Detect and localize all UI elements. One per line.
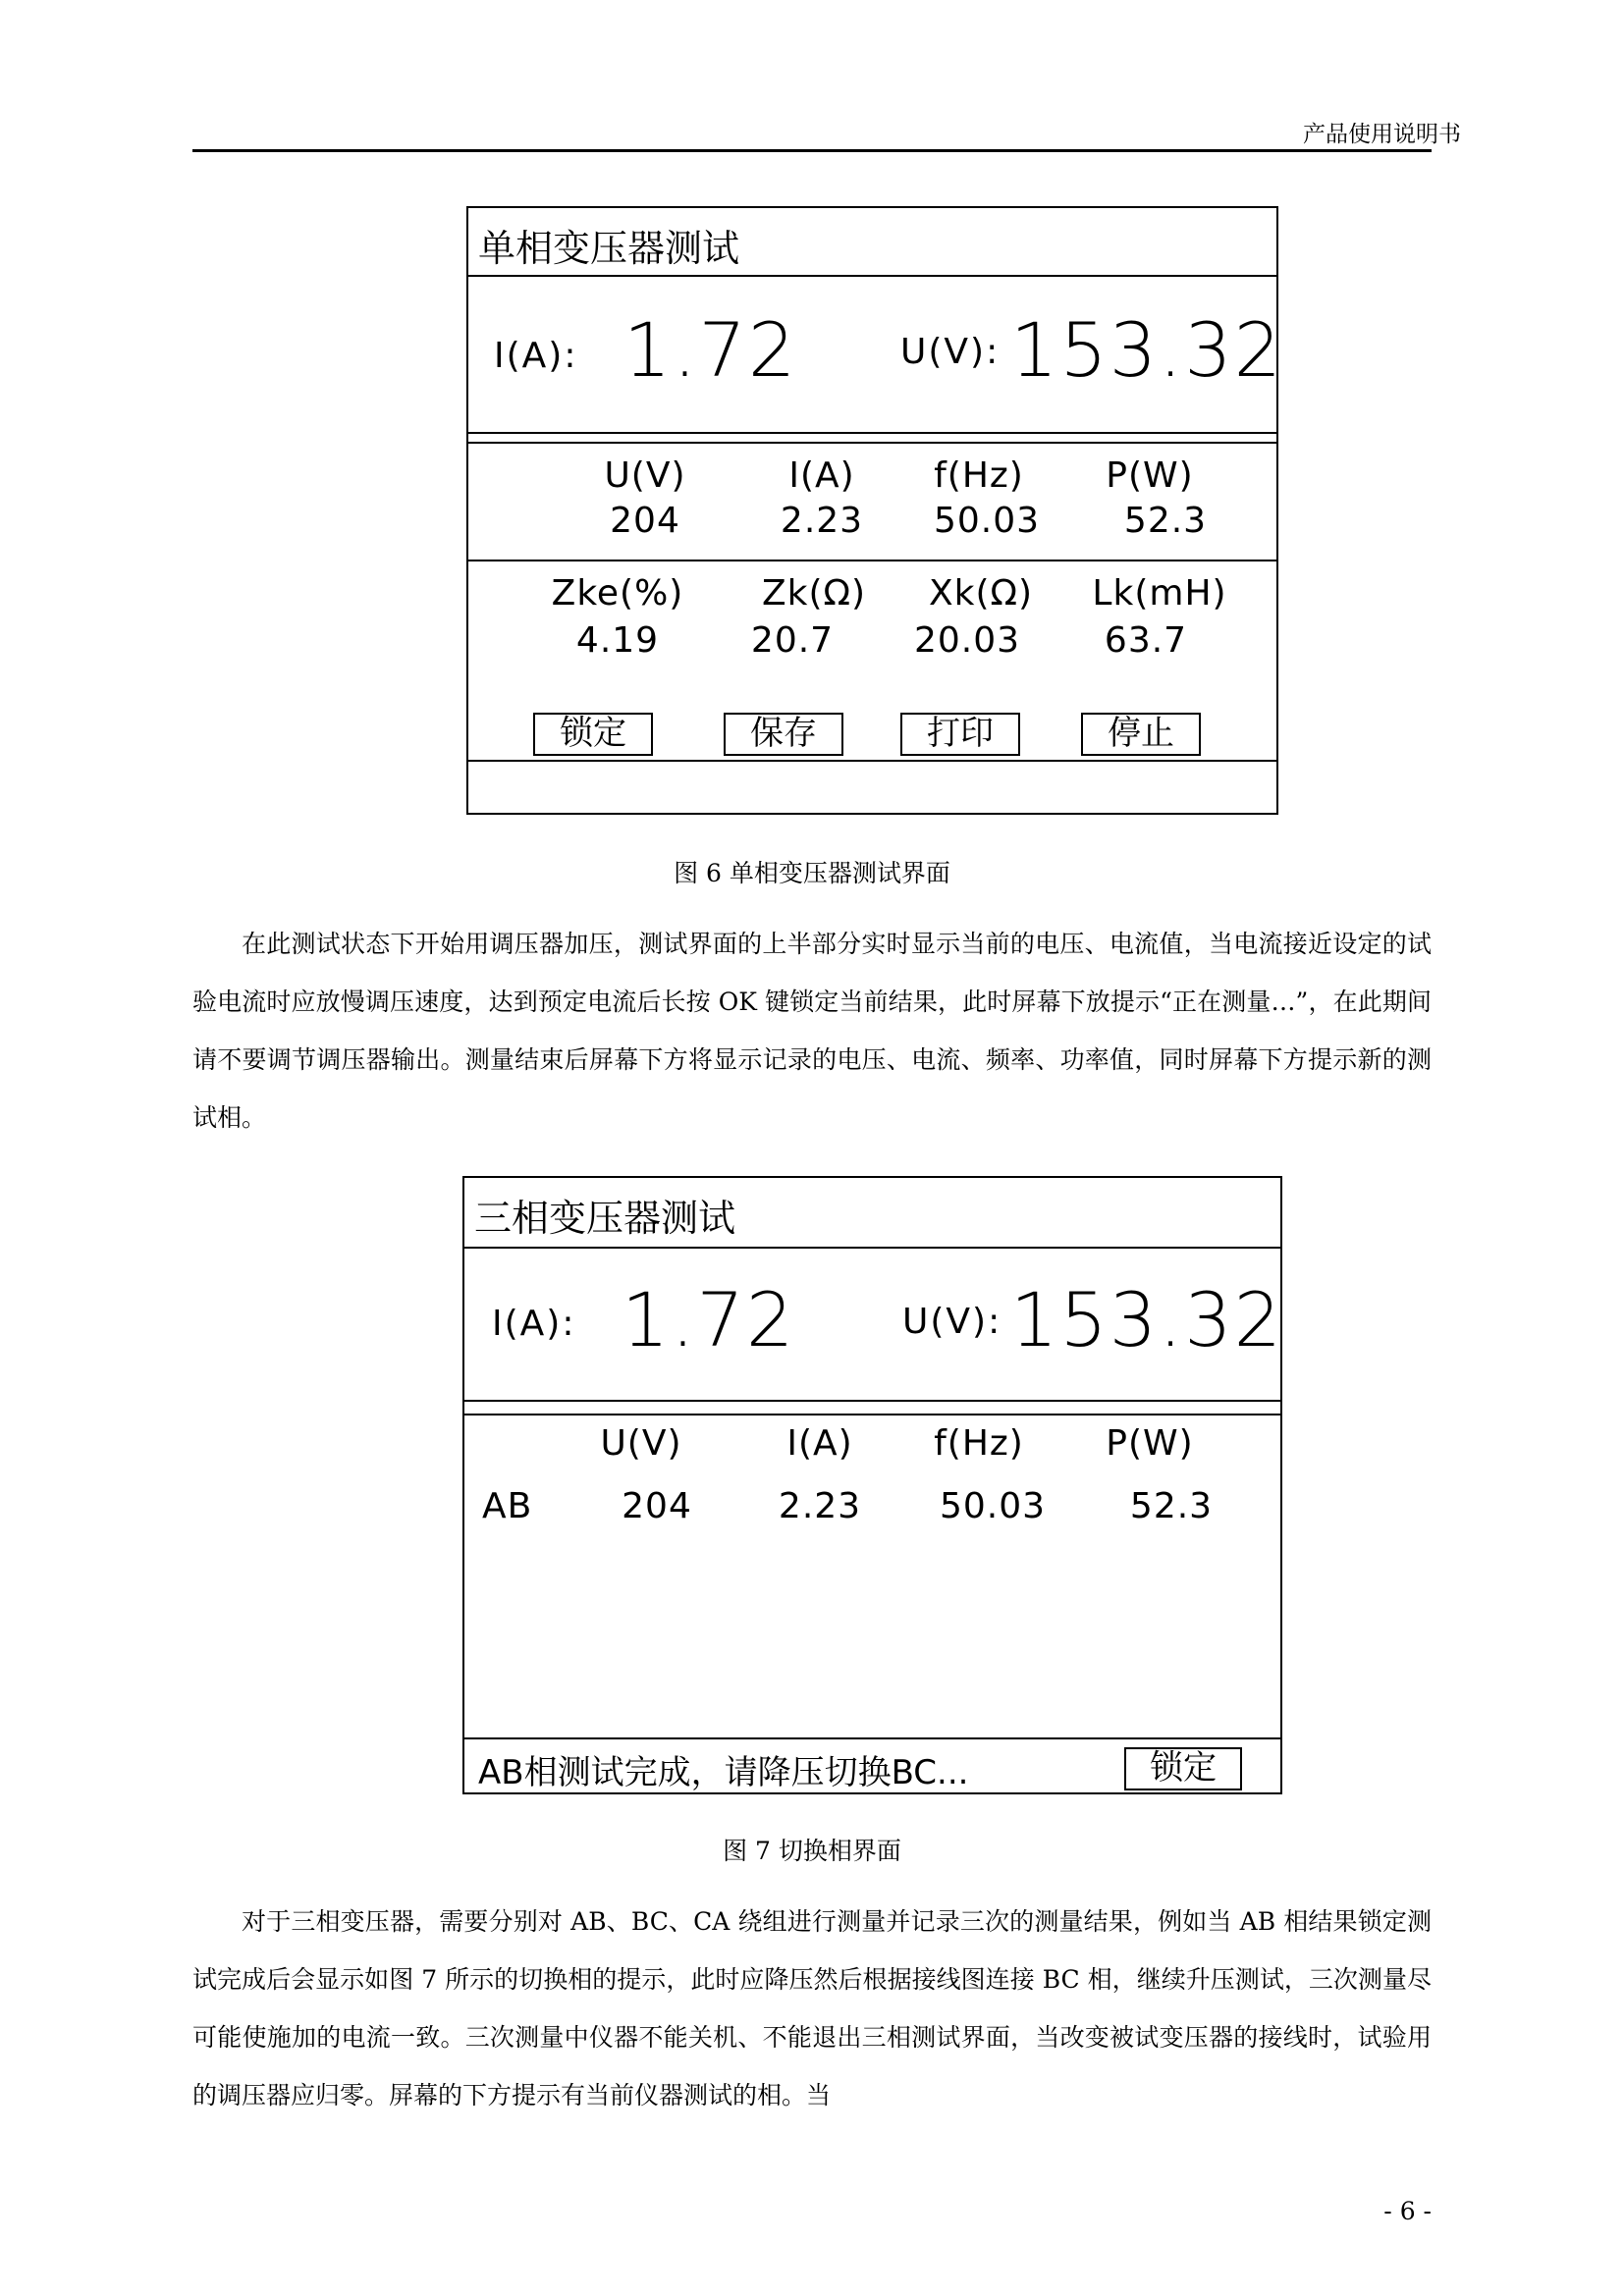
document-header-title: 产品使用说明书 bbox=[1303, 122, 1461, 147]
page-number: - 6 - bbox=[1383, 2197, 1432, 2225]
paragraph-2: 对于三相变压器，需要分别对 AB、BC、CA 绕组进行测量并记录三次的测量结果，例如当 AB 相结果锁定测试完成后会显示如图 7 所示的切换相的提示，此时应降压然后根据接线图连接 BC 相，继续升压测试，三次测量尽可能使施加的电流一致。三次测量中仪器不能关机、不能退出三相测试界面，当改变被试变压器的接线时，试验用的调压器应归零。屏幕的下方提示有当前仪器测试的相。当 bbox=[192, 1907, 1432, 2109]
screen-title: 三相变压器测试 bbox=[474, 1197, 736, 1240]
value-frequency: 50.03 bbox=[933, 501, 1041, 541]
lock-button[interactable]: 锁定 bbox=[1124, 1747, 1242, 1790]
value-zke: 4.19 bbox=[575, 620, 660, 661]
divider bbox=[468, 560, 1276, 561]
current-value: 1.72 bbox=[622, 1276, 796, 1363]
value-frequency: 50.03 bbox=[939, 1486, 1047, 1526]
divider bbox=[464, 1400, 1280, 1402]
divider bbox=[468, 442, 1276, 444]
value-lk: 63.7 bbox=[1104, 620, 1188, 661]
divider bbox=[464, 1737, 1280, 1739]
figure6-caption: 图 6 单相变压器测试界面 bbox=[674, 859, 950, 887]
col-header-power: P(W) bbox=[1106, 1423, 1194, 1464]
col-header-zk: Zk(Ω) bbox=[761, 573, 867, 614]
value-power: 52.3 bbox=[1129, 1486, 1214, 1526]
col-header-xk: Xk(Ω) bbox=[928, 573, 1034, 614]
phase-label: AB bbox=[482, 1486, 533, 1526]
divider bbox=[468, 760, 1276, 762]
status-message: AB相测试完成，请降压切换BC... bbox=[478, 1753, 969, 1792]
divider bbox=[464, 1247, 1280, 1249]
current-value: 1.72 bbox=[623, 306, 798, 394]
voltage-label: U(V): bbox=[902, 1302, 1002, 1342]
divider bbox=[464, 1414, 1280, 1415]
col-header-lk: Lk(mH) bbox=[1092, 573, 1227, 614]
col-header-frequency: f(Hz) bbox=[934, 455, 1024, 496]
col-header-voltage: U(V) bbox=[600, 1423, 682, 1464]
lock-button[interactable]: 锁定 bbox=[533, 713, 653, 756]
figure7-caption: 图 7 切换相界面 bbox=[723, 1837, 901, 1865]
value-zk: 20.7 bbox=[750, 620, 835, 661]
three-phase-test-screen bbox=[462, 1176, 1282, 1794]
stop-button[interactable]: 停止 bbox=[1081, 713, 1201, 756]
voltage-value: 153.32 bbox=[1010, 306, 1283, 394]
value-voltage: 204 bbox=[622, 1486, 692, 1526]
single-phase-test-screen bbox=[466, 206, 1283, 815]
col-header-zke: Zke(%) bbox=[551, 573, 684, 614]
col-header-power: P(W) bbox=[1106, 455, 1194, 496]
col-header-current: I(A) bbox=[788, 455, 855, 496]
value-current: 2.23 bbox=[780, 501, 864, 541]
divider bbox=[468, 432, 1276, 434]
value-current: 2.23 bbox=[778, 1486, 862, 1526]
print-button[interactable]: 打印 bbox=[900, 713, 1020, 756]
save-button[interactable]: 保存 bbox=[724, 713, 843, 756]
value-power: 52.3 bbox=[1123, 501, 1208, 541]
current-label: I(A): bbox=[492, 1304, 576, 1344]
value-voltage: 204 bbox=[610, 501, 680, 541]
col-header-voltage: U(V) bbox=[604, 455, 686, 496]
divider bbox=[468, 275, 1276, 277]
current-label: I(A): bbox=[494, 336, 578, 376]
voltage-value: 153.32 bbox=[1010, 1276, 1283, 1363]
paragraph-1: 在此测试状态下开始用调压器加压，测试界面的上半部分实时显示当前的电压、电流值，当电流接近设定的试验电流时应放慢调压速度，达到预定电流后长按 OK 键锁定当前结果，此时屏幕下放提示“正在测量…”，在此期间请不要调节调压器输出。测量结束后屏幕下方将显示记录的电压、电流、频率、功率值，同时屏幕下方提示新的测试相。 bbox=[192, 930, 1432, 1132]
screen-title: 单相变压器测试 bbox=[478, 227, 740, 270]
voltage-label: U(V): bbox=[900, 332, 1001, 372]
header-divider bbox=[192, 149, 1432, 152]
col-header-current: I(A) bbox=[786, 1423, 853, 1464]
value-xk: 20.03 bbox=[913, 620, 1021, 661]
col-header-frequency: f(Hz) bbox=[934, 1423, 1024, 1464]
